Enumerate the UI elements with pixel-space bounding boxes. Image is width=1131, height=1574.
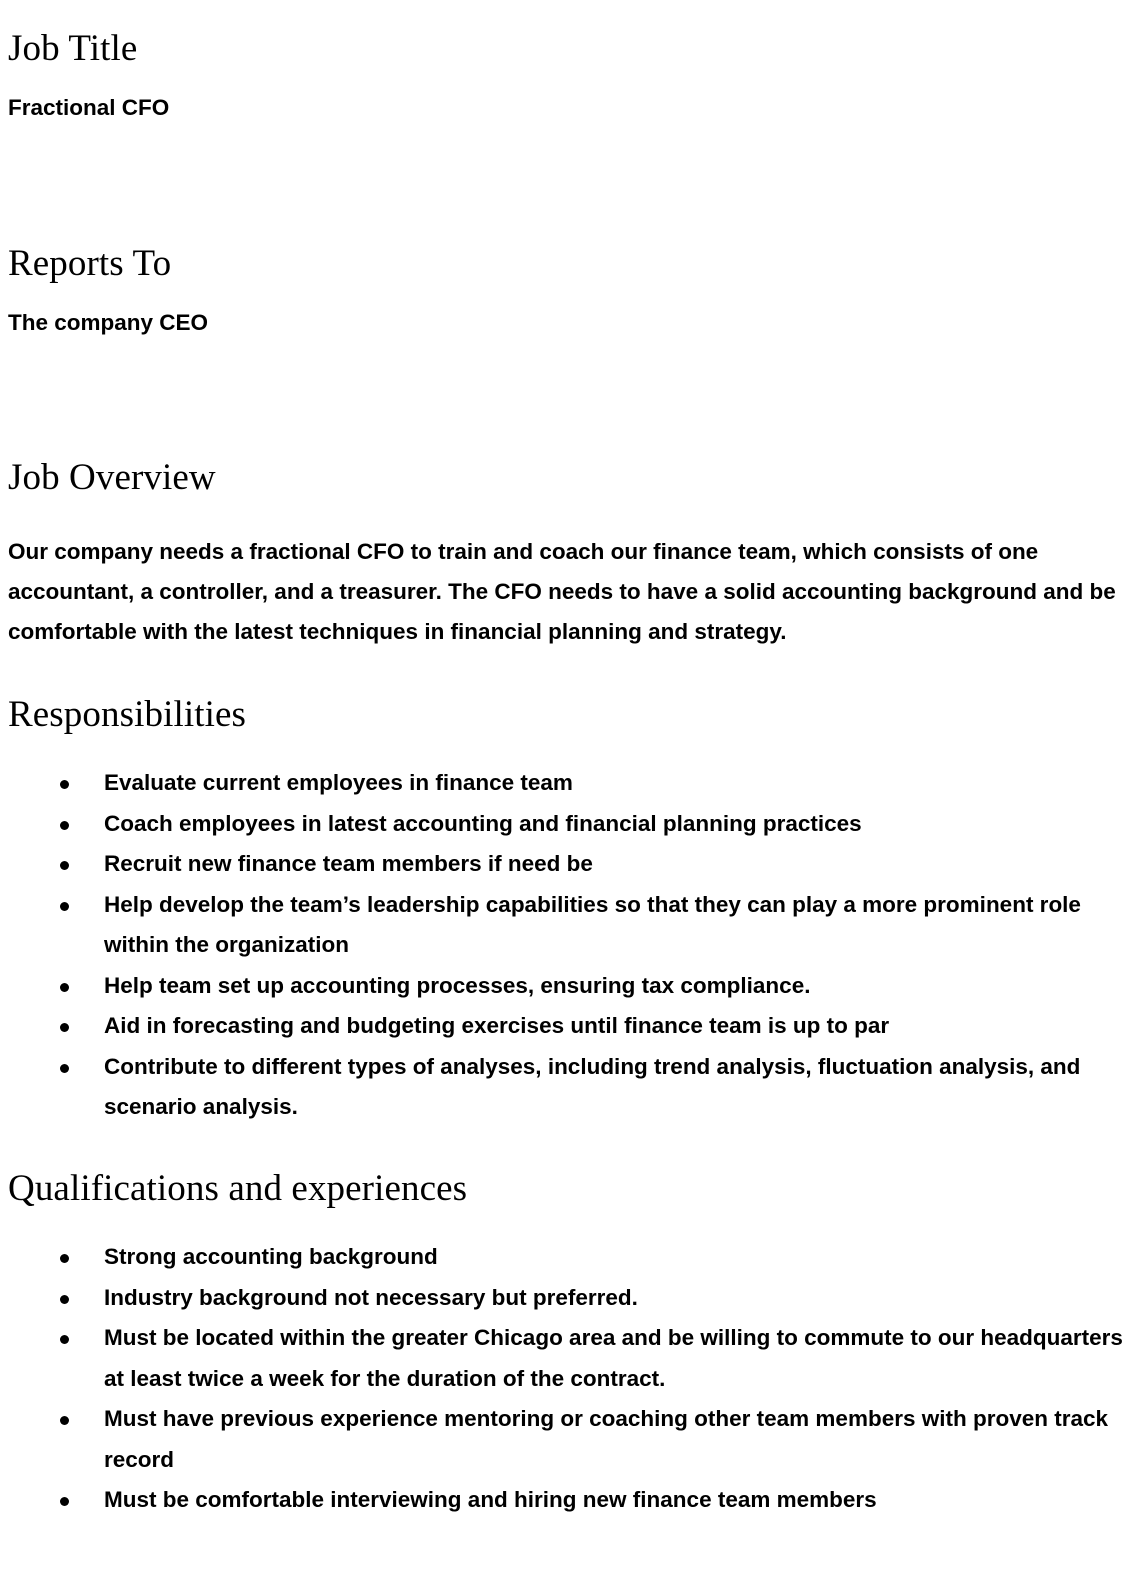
list-item: Must be comfortable interviewing and hiring new finance team members bbox=[8, 1480, 1123, 1521]
list-item: Coach employees in latest accounting and financial planning practices bbox=[8, 804, 1123, 845]
section-job-overview bbox=[8, 457, 1123, 651]
heading-job-overview: Job Overview bbox=[8, 457, 216, 499]
section-responsibilities bbox=[8, 694, 1123, 1128]
spacer bbox=[8, 652, 1123, 694]
list-item: Must be located within the greater Chicago area and be willing to commute to our headquarters at least twice a week for the duration of the contract. bbox=[8, 1318, 1123, 1399]
heading-responsibilities: Responsibilities bbox=[8, 693, 246, 735]
list-item: Evaluate current employees in finance team bbox=[8, 763, 1123, 804]
heading-reports-to: Reports To bbox=[8, 242, 172, 284]
list-item: Contribute to different types of analyses, including trend analysis, fluctuation analysis, and scenario analysis. bbox=[8, 1047, 1123, 1128]
section-qualifications bbox=[8, 1168, 1123, 1521]
value-reports-to: The company CEO bbox=[8, 310, 209, 336]
list-item: Help team set up accounting processes, ensuring tax compliance. bbox=[8, 966, 1123, 1007]
list-item: Help develop the team’s leadership capabilities so that they can play a more prominent role within the organization bbox=[8, 885, 1123, 966]
list-responsibilities bbox=[8, 763, 1123, 1128]
spacer bbox=[8, 1128, 1123, 1168]
spacer bbox=[8, 337, 1123, 457]
list-item: Strong accounting background bbox=[8, 1237, 1123, 1278]
paragraph-job-overview: Our company needs a fractional CFO to train and coach our finance team, which consists of one accountant, a controller, and a treasurer. The CFO needs to have a solid accounting background and be comfortable with the latest techniques in financial planning and strategy. bbox=[8, 538, 1116, 644]
list-item: Aid in forecasting and budgeting exercises until finance team is up to par bbox=[8, 1006, 1123, 1047]
section-reports-to bbox=[8, 243, 1123, 338]
value-job-title: Fractional CFO bbox=[8, 95, 170, 121]
list-item: Industry background not necessary but preferred. bbox=[8, 1278, 1123, 1319]
list-qualifications bbox=[8, 1237, 1123, 1521]
section-job-title bbox=[8, 0, 1123, 123]
list-item: Must have previous experience mentoring or coaching other team members with proven track record bbox=[8, 1399, 1123, 1480]
heading-job-title: Job Title bbox=[8, 28, 138, 69]
heading-qualifications: Qualifications and experiences bbox=[8, 1167, 468, 1209]
spacer bbox=[8, 123, 1123, 243]
list-item: Recruit new finance team members if need be bbox=[8, 844, 1123, 885]
